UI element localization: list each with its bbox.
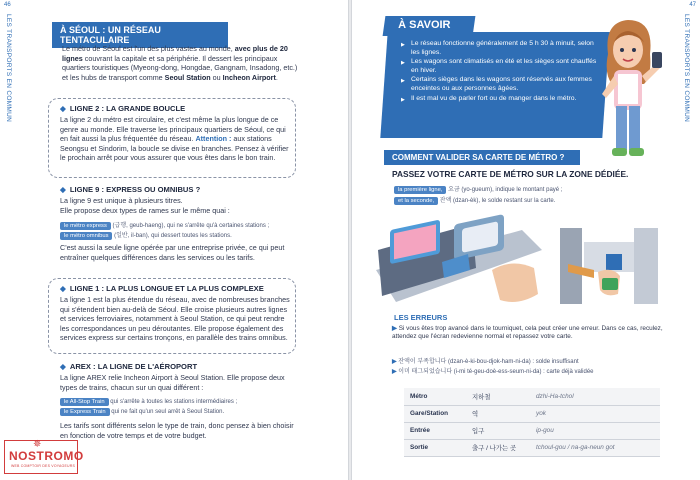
section-title-seoul: À SÉOUL : UN RÉSEAU TENTACULAIRE: [52, 22, 228, 48]
ligne9-intro: La ligne 9 est unique à plusieurs titres. Elle propose deux types de rames sur le même quai :: [60, 196, 230, 215]
nostromo-logo: ✵ NOSTROMO WEB COMPTOIR DES VOYAGEURS: [4, 440, 78, 474]
girl-illustration: [586, 14, 670, 164]
savoir-item: ▶ Les wagons sont climatisés en été et les sièges sont chauffés en hiver.: [401, 58, 597, 75]
turnstile-illustration: [554, 224, 664, 308]
arex-option-allstop: le All-Stop Train qui s'arrête à toutes les stations intermédiaires ;: [60, 398, 237, 406]
ligne1-text: La ligne 1 est la plus étendue du réseau, avec de nombreuses branches qui s'étendent bien au-delà de Séoul. Elle croise plusieurs autres lignes et services ferroviaires, notamment à Seoul Station, ce qui peut rendre les correspondances un peu déroutantes. Elle propose également des services express sur certains tronçons, en parallèle des trains omnibus.: [60, 295, 290, 343]
valider-line-1: la première ligne, 요금 (yo-gueum), indique le montant payé ;: [394, 184, 562, 194]
ligne9-option-omnibus: le métro omnibus (일반, il-ban), qui dessert toutes les stations.: [60, 230, 232, 240]
ligne9-heading: ◆ LIGNE 9 : EXPRESS OU OMNIBUS ?: [60, 185, 201, 194]
diamond-icon: ◆: [60, 362, 66, 371]
ligne9-option-express: le métro express (급행, geub-haeng), qui ne s'arrête qu'à certaines stations ;: [60, 220, 269, 230]
intro-paragraph: Le métro de Séoul est l'un des plus vastes au monde, avec plus de 20 lignes couvrant la capitale et sa périphérie. Il dessert les principaux quartiers touristiques (Myeong-dong, Hongdae, Gangnam, Insadong, etc.) et les hubs de transport comme Seoul Station ou Incheon Airport.: [62, 44, 298, 82]
valider-line-2: et la seconde, 잔액 (dzan-èk), le solde restant sur la carte.: [394, 195, 555, 205]
savoir-item: ▶ Il est mal vu de parler fort ou de manger dans le métro.: [401, 95, 597, 104]
play-icon: ▶: [392, 359, 397, 365]
diamond-icon: ◆: [60, 284, 66, 293]
erreur-line-1: ▶ 잔액이 부족합니다 (dzan-è-ki-bou-djok-ham-ni-da) : solde insuffisant: [392, 359, 579, 365]
compass-icon: ✵: [33, 439, 42, 450]
vocab-table: [404, 388, 660, 457]
ligne2-text: La ligne 2 du métro est circulaire, et c'est même la plus longue de ce genre au monde. Elle traverse les principaux quartiers de Séoul, ce qui en fait aussi la plus fréquentée du réseau. Attention : aux stations Seongsu et Sindorim, la boucle se divise en branches. Pensez à vérifier le prochain arrêt pour vous assurer que vous êtes dans le bon train.: [60, 115, 289, 163]
a-savoir-box: [380, 32, 609, 138]
play-icon: ▶: [392, 325, 397, 332]
savoir-item: ▶ Le réseau fonctionne généralement de 5 h 30 à minuit, selon les lignes.: [401, 40, 597, 57]
page-number-left: 46: [4, 2, 11, 8]
ligne9-text: C'est aussi la seule ligne opérée par une entreprise privée, ce qui peut entraîner quelques différences dans les services ou les tarifs.: [60, 243, 285, 262]
erreur-line-2: ▶ 이미 태그되었습니다 (i-mi té-geu-doè-ess-seum-ni-da) : carte déjà validée: [392, 369, 594, 375]
valider-subheading: PASSEZ VOTRE CARTE DE MÉTRO SUR LA ZONE DÉDIÉE.: [392, 169, 629, 179]
arex-heading: ◆ AREX : LA LIGNE DE L'AÉROPORT: [60, 362, 198, 371]
a-savoir-title: À SAVOIR: [383, 16, 476, 36]
play-icon: ▶: [392, 369, 397, 375]
page-number-right: 47: [689, 2, 696, 8]
valider-title: COMMENT VALIDER SA CARTE DE MÉTRO ?: [384, 150, 580, 165]
erreurs-title: LES ERREURS: [394, 313, 448, 322]
erreurs-text: ▶ Si vous êtes trop avancé dans le tourniquet, cela peut créer une erreur. Dans ce cas, reculez, attendez que l'écran redevienne normal et repassez votre carte.: [392, 325, 663, 341]
savoir-item: ▶ Certains sièges dans les wagons sont réservés aux femmes enceintes ou aux personnes âgées.: [401, 76, 597, 93]
arex-option-express: le Express Train qui ne fait qu'un seul arrêt à Seoul Station.: [60, 408, 224, 416]
ligne2-heading: ◆ LIGNE 2 : LA GRANDE BOUCLE: [60, 104, 186, 113]
diamond-icon: ◆: [60, 185, 66, 194]
arex-text: La ligne AREX relie Incheon Airport à Seoul Station. Elle propose deux types de trains, chacun sur un quai différent :: [60, 373, 285, 392]
table-row: Sortie 출구 / 나가는 곳 tchoul-gou / na-ga-neun got: [404, 439, 660, 456]
table-row: Entrée 입구 ip-gou: [404, 422, 660, 439]
table-row: Métro 지하철 dzhi-Ha-tchol: [404, 388, 660, 405]
diamond-icon: ◆: [60, 104, 66, 113]
ligne1-heading: ◆ LIGNE 1 : LA PLUS LONGUE ET LA PLUS COMPLEXE: [60, 284, 264, 293]
arex-footer-text: Les tarifs sont différents selon le type de train, donc pensez à bien choisir en fonction de votre temps et de votre budget.: [60, 421, 294, 440]
table-row: Gare/Station 역 yok: [404, 405, 660, 422]
card-reader-illustration: [372, 210, 544, 310]
